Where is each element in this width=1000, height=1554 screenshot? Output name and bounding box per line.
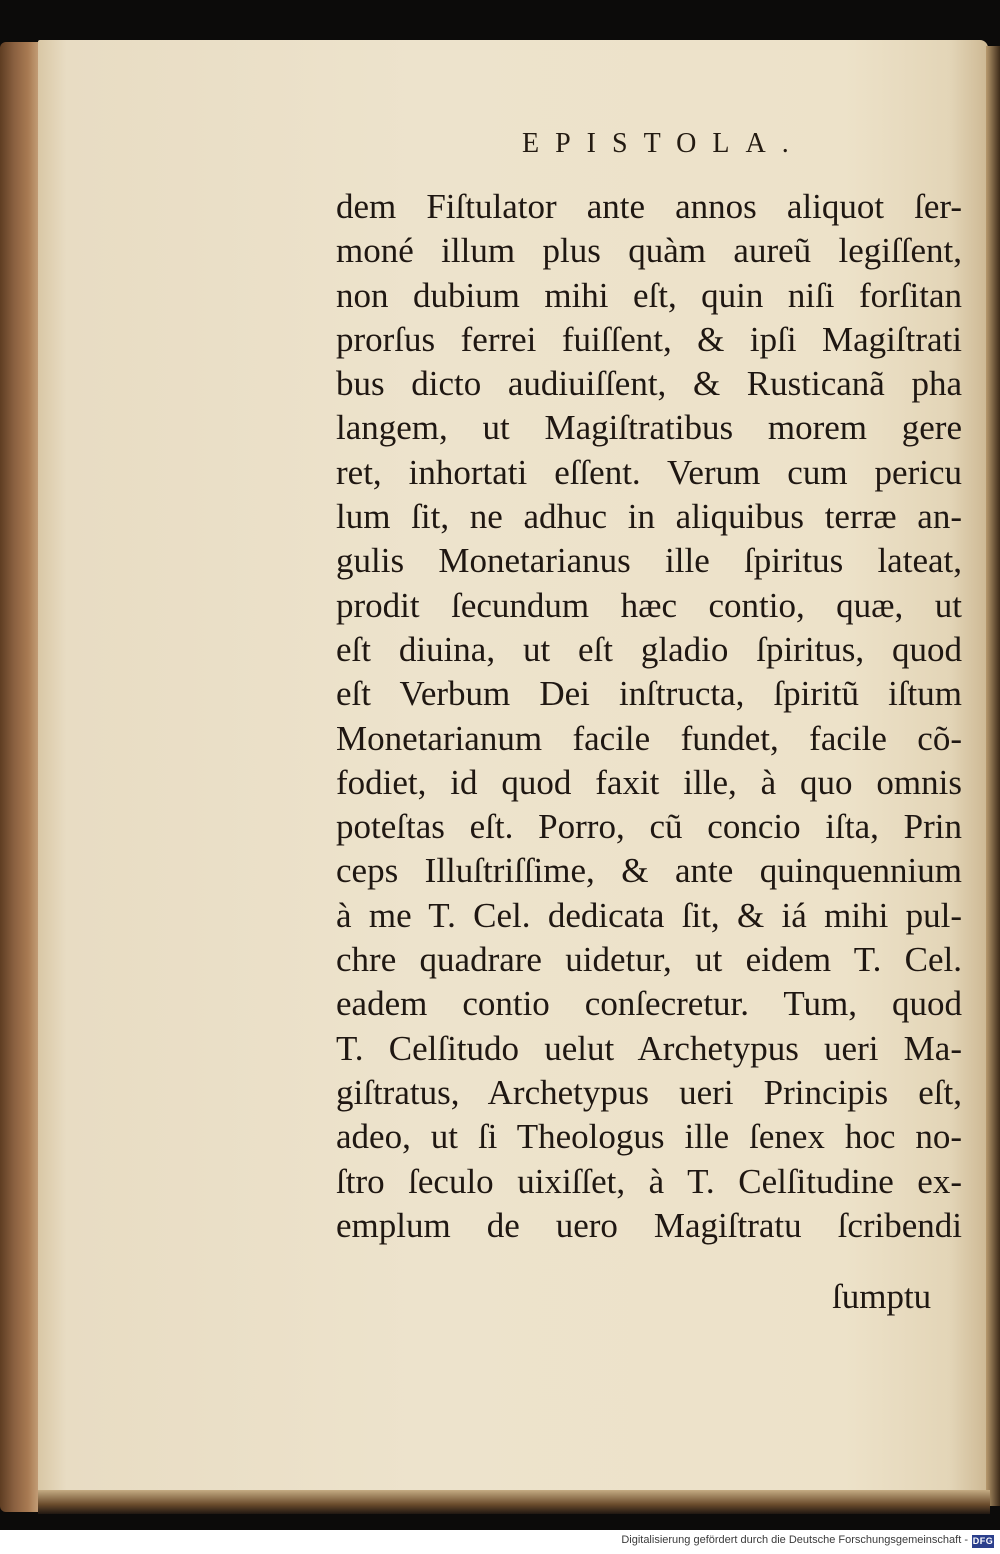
book-spine-edge bbox=[0, 42, 40, 1512]
running-title: EPISTOLA. bbox=[522, 128, 805, 159]
text-line: eadem contio conſecretur. Tum, quod bbox=[336, 984, 962, 1024]
text-line: eſt diuina, ut eſt gladio ſpiritus, quod bbox=[336, 629, 962, 669]
text-line: prodit ſecundum hæc contio, quæ, ut bbox=[336, 585, 962, 625]
digitization-footer bbox=[0, 1530, 1000, 1554]
page-bottom-edge bbox=[38, 1490, 990, 1514]
text-line: T. Celſitudo uelut Archetypus ueri Ma- bbox=[336, 1028, 962, 1068]
dfg-logo: DFG bbox=[972, 1536, 994, 1546]
text-line: dem Fiſtulator ante annos aliquot ſer- bbox=[336, 187, 962, 226]
text-line: ſtro ſeculo uixiſſet, à T. Celſitudine ex- bbox=[336, 1161, 962, 1201]
text-line: moné illum plus quàm aureũ legiſſent, bbox=[336, 231, 962, 271]
text-line: emplum de uero Magiſtratu ſcribendi bbox=[336, 1205, 962, 1245]
text-line: ceps Illuſtriſſime, & ante quinquennium bbox=[336, 851, 962, 891]
text-line: eſt Verbum Dei inſtructa, ſpiritũ iſtum bbox=[336, 674, 962, 714]
text-line: prorſus ferrei fuiſſent, & ipſi Magiſtrati bbox=[336, 319, 962, 359]
text-line: adeo, ut ſi Theologus ille ſenex hoc no- bbox=[336, 1117, 962, 1157]
funding-credit: Digitalisierung gefördert durch die Deutsche Forschungsgemeinschaft - bbox=[621, 1534, 968, 1546]
text-line: fodiet, id quod faxit ille, à quo omnis bbox=[336, 762, 962, 802]
text-line: chre quadrare uidetur, ut eidem T. Cel. bbox=[336, 940, 962, 980]
body-text bbox=[336, 185, 962, 1248]
text-line: gulis Monetarianus ille ſpiritus lateat, bbox=[336, 541, 962, 581]
text-line: giſtratus, Archetypus ueri Principis eſt, bbox=[336, 1072, 962, 1112]
catchword: ſumptu bbox=[832, 1277, 932, 1316]
text-line: poteſtas eſt. Porro, cũ concio iſta, Prin bbox=[336, 807, 962, 847]
text-line: non dubium mihi eſt, quin niſi forſitan bbox=[336, 275, 962, 315]
text-line: langem, ut Magiſtratibus morem gere bbox=[336, 408, 962, 448]
page-fore-edge bbox=[986, 46, 1000, 1506]
text-line: à me T. Cel. dedicata ſit, & iá mihi pul- bbox=[336, 895, 962, 935]
text-line: bus dicto audiuiſſent, & Rusticanã pha bbox=[336, 364, 962, 404]
text-line: lum ſit, ne adhuc in aliquibus terræ an- bbox=[336, 497, 962, 537]
text-line: Monetarianum facile fundet, facile cõ- bbox=[336, 718, 962, 758]
text-line: ret, inhortati eſſent. Verum cum pericu bbox=[336, 452, 962, 492]
